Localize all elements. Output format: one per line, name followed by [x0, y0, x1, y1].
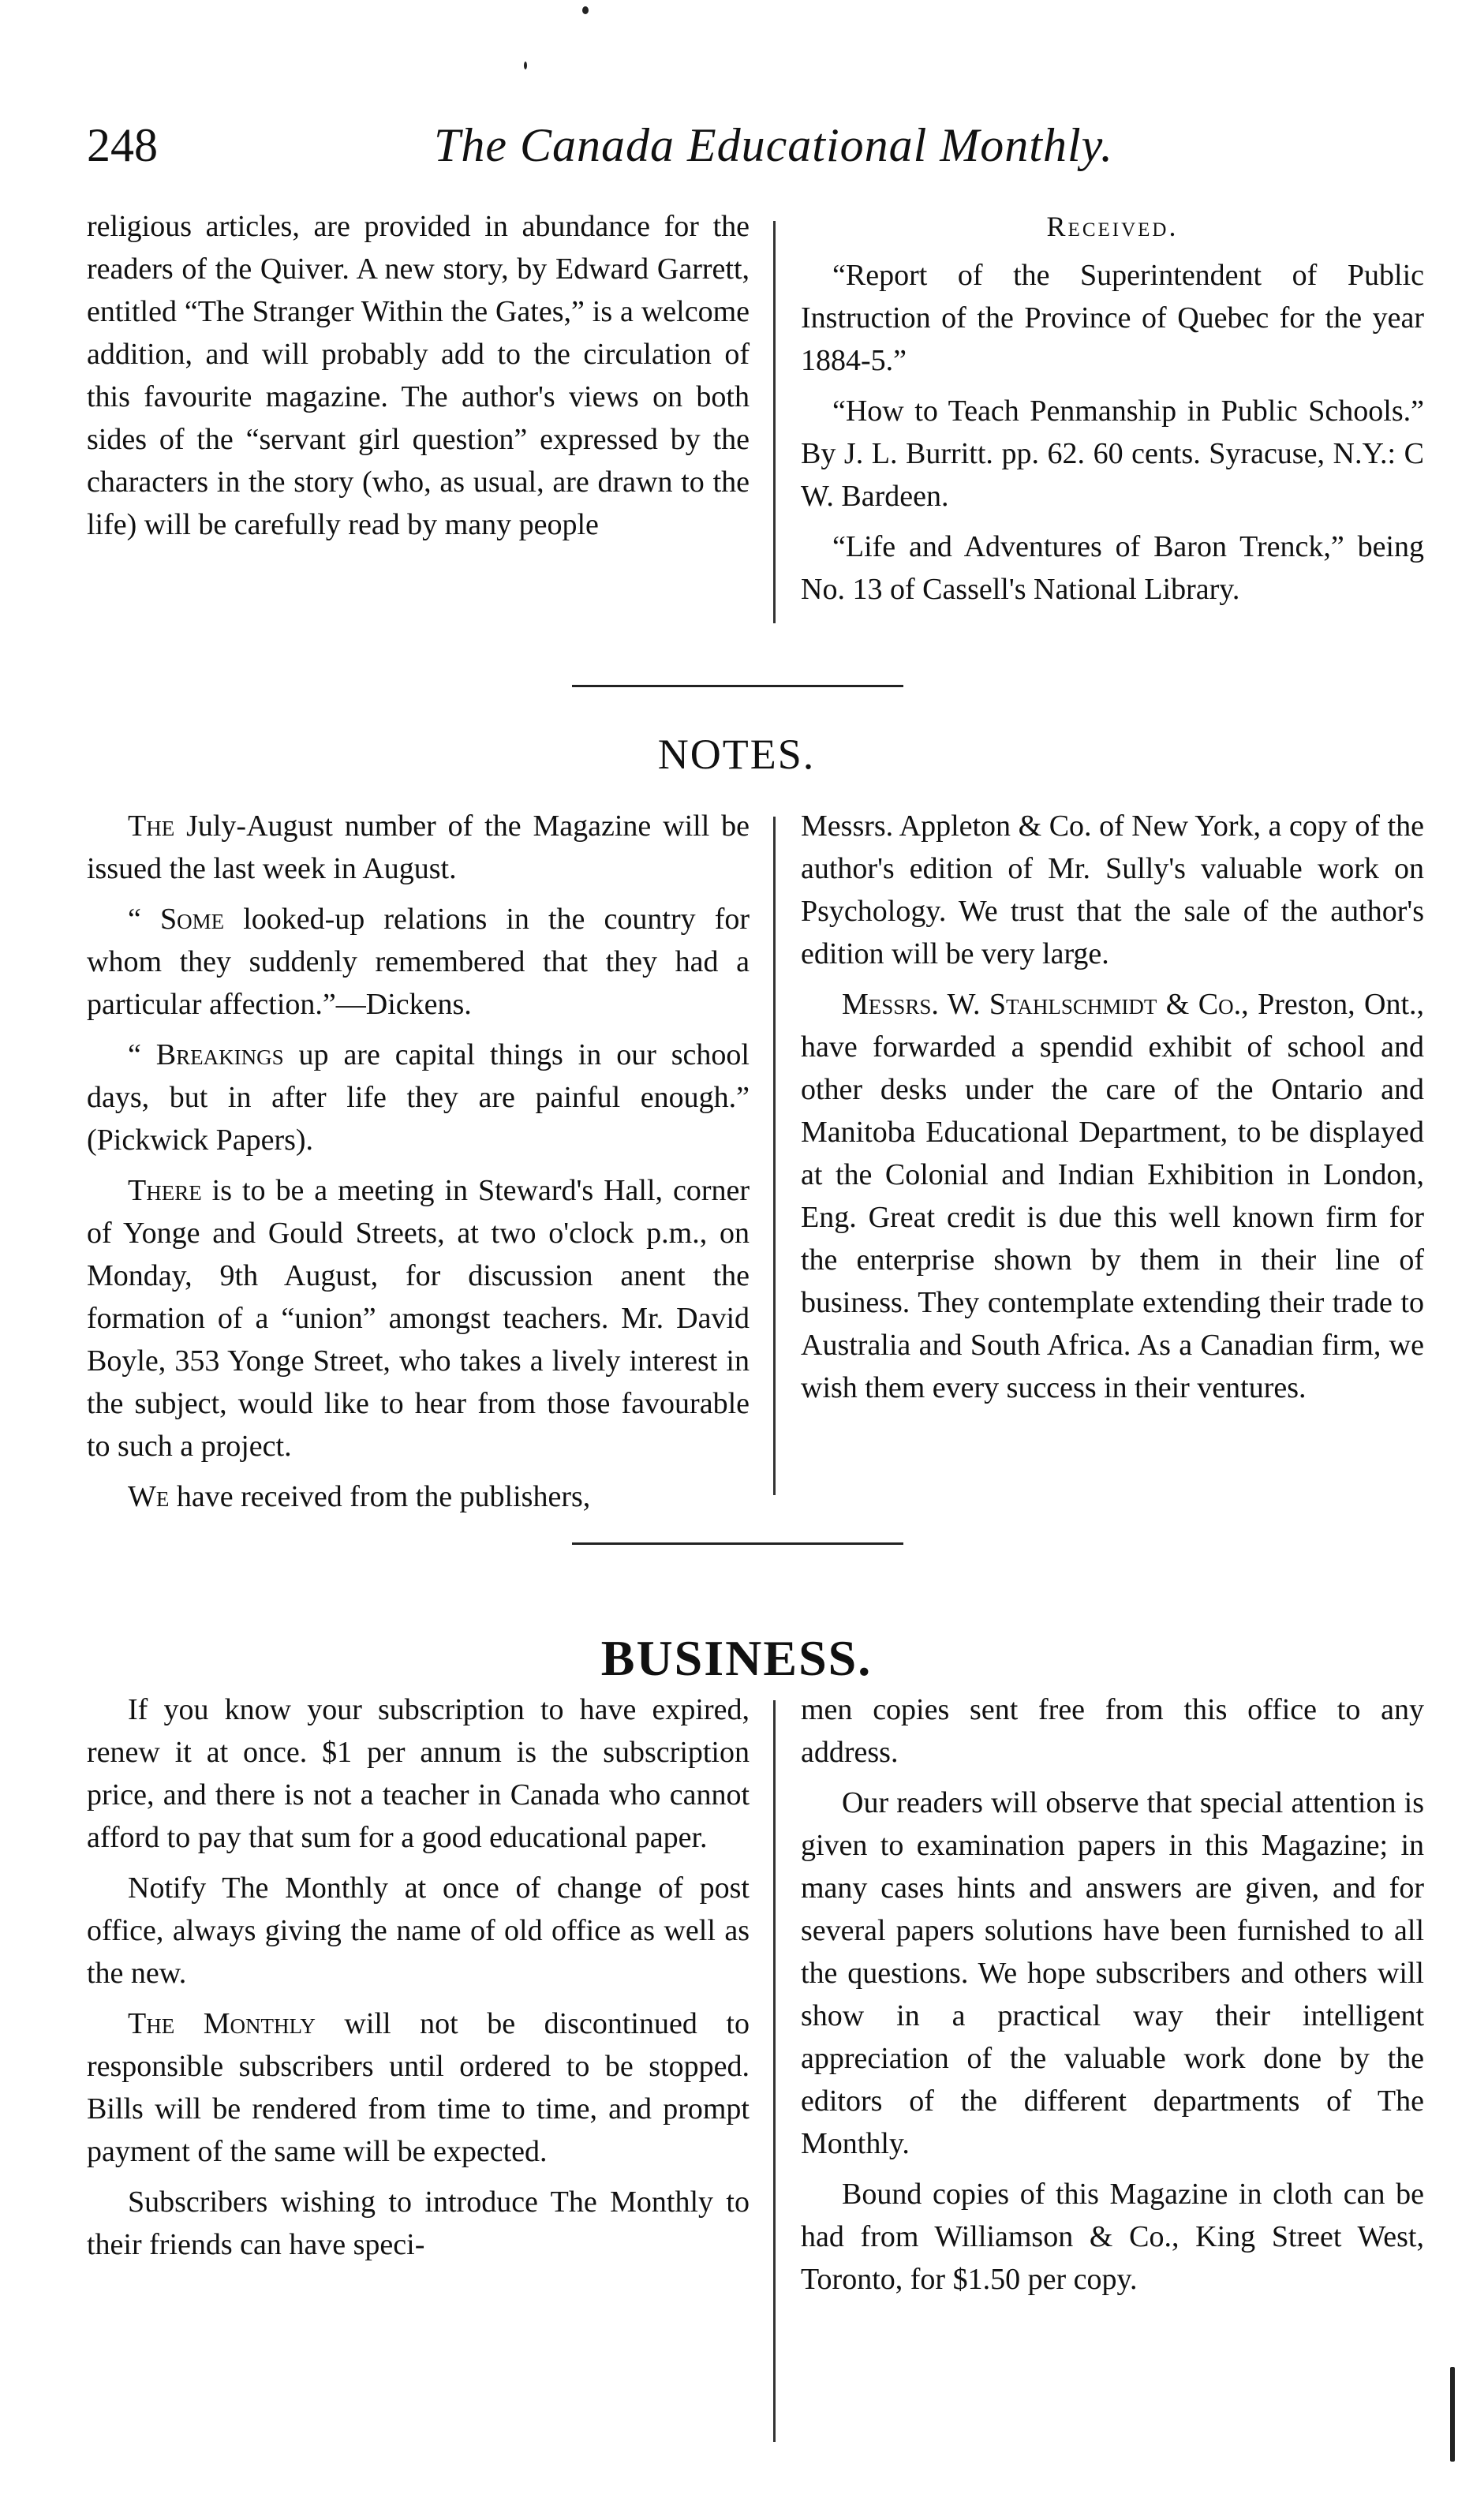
top-left-column — [87, 205, 750, 554]
note-lead: “ Some — [128, 903, 225, 936]
business-text: Bound copies of this Magazine in cloth can be had from Williamson & Co., King Street West, Toronto, for $1.50 per copy. — [801, 2178, 1424, 2296]
received-column — [801, 205, 1424, 619]
business-paragraph — [801, 2173, 1424, 2301]
note-text: Preston, Ont., have forwarded a spendid exhibit of school and other desks under the care of the Ontario and Manitoba Educational Department, to be displayed at the Colonial and Indian Exhibition in London, Eng. Great credit is due this well known firm for the enterprise shown by them in their line of business. They contemplate extending their trade to Australia and South Africa. As a Canadian firm, we wish them every success in their ventures. — [801, 988, 1425, 1404]
business-paragraph — [87, 1867, 750, 1995]
received-item: “How to Teach Penmanship in Public Schools.” By J. L. Burritt. pp. 62. 60 cents. Syracuse, N.Y.: C W. Bardeen. — [801, 394, 1424, 513]
received-item: “Report of the Superintendent of Public Instruction of the Province of Quebec for the year 1884-5.” — [801, 259, 1424, 377]
quiver-paragraph: religious articles, are provided in abundance for the readers of the Quiver. A new story, by Edward Garrett, entitled “The Stranger Within the Gates,” is a welcome addition, and will probably add to the circulation of this favourite magazine. The author's views on both sides of the “servant girl question” expressed by the characters in the story (who, as usual, are drawn to the life) will be carefully read by many people — [87, 210, 750, 541]
note-lead: “ Breakings — [128, 1038, 284, 1071]
column-divider — [773, 221, 776, 623]
business-paragraph — [87, 2181, 750, 2266]
business-text: Our readers will observe that special attention is given to examination papers in this Magazine; in many cases hints and answers are given, and for several papers solutions have been furnished to all the questions. We hope subscribers and others will show in a practical way their intelligent appreciation of the valuable work done by the editors of the different departments of The Monthly. — [801, 1786, 1424, 2160]
note-text: up are capital things in our school days, but in after life they are painful enough.” (Pickwick Papers). — [87, 1038, 750, 1157]
note-paragraph — [87, 1169, 750, 1468]
business-text: will not be discontinued to responsible subscribers until ordered to be stopped. Bills will be rendered from time to time, and prompt payment of the same will be expected. — [87, 2007, 750, 2168]
scan-speck — [524, 62, 527, 69]
note-lead: We — [128, 1480, 170, 1513]
note-text: have received from the publishers, — [169, 1480, 591, 1513]
note-lead: The — [128, 809, 175, 843]
note-paragraph — [87, 1034, 750, 1161]
business-text: Notify The Monthly at once of change of post office, always giving the name of old office as well as the new. — [87, 1871, 750, 1990]
business-paragraph — [87, 2002, 750, 2173]
note-paragraph — [87, 805, 750, 890]
scan-speck — [1450, 2367, 1455, 2462]
note-paragraph — [801, 805, 1424, 975]
note-text: July-August number of the Magazine will be issued the last week in August. — [87, 809, 750, 885]
business-paragraph — [801, 1688, 1424, 1774]
note-lead: There — [128, 1174, 202, 1207]
received-heading: Received. — [1046, 211, 1179, 242]
note-text: Messrs. Appleton & Co. of New York, a copy of the author's edition of Mr. Sully's valuable work on Psychology. We trust that the sale of the author's edition will be very large. — [801, 809, 1424, 970]
page-number: 248 — [87, 119, 158, 171]
notes-right-column — [801, 805, 1424, 1417]
business-paragraph — [801, 1782, 1424, 2165]
scan-speck — [582, 6, 589, 14]
business-paragraph — [87, 1688, 750, 1859]
column-divider — [773, 817, 776, 1495]
business-heading: BUSINESS. — [600, 1630, 873, 1686]
business-left-column — [87, 1688, 750, 2274]
notes-heading: NOTES. — [657, 731, 816, 778]
business-lead: The Monthly — [128, 2007, 316, 2040]
section-divider — [572, 685, 903, 687]
journal-title: The Canada Educational Monthly. — [434, 119, 1113, 171]
business-text: men copies sent free from this office to any address. — [801, 1693, 1424, 1769]
note-paragraph — [87, 1475, 750, 1518]
notes-left-column — [87, 805, 750, 1526]
note-text: looked-up relations in the country for whom they suddenly remembered that they had a particular affection.”—Dickens. — [87, 903, 750, 1021]
note-paragraph — [801, 983, 1424, 1409]
received-item: “Life and Adventures of Baron Trenck,” being No. 13 of Cassell's National Library. — [801, 530, 1424, 606]
business-text: If you know your subscription to have expired, renew it at once. $1 per annum is the subscription price, and there is not a teacher in Canada who cannot afford to pay that sum for a good educational paper. — [87, 1693, 750, 1854]
business-right-column — [801, 1688, 1424, 2309]
note-text: is to be a meeting in Steward's Hall, corner of Yonge and Gould Streets, at two o'clock p.m., on Monday, 9th August, for discussion anent the formation of a “union” amongst teachers. Mr. David Boyle, 353 Yonge Street, who takes a lively interest in the subject, would like to hear from those favourable to such a project. — [87, 1174, 750, 1463]
note-lead: Messrs. W. Stahlschmidt & Co., — [842, 988, 1249, 1021]
column-divider — [773, 1700, 776, 2442]
business-text: Subscribers wishing to introduce The Monthly to their friends can have speci- — [87, 2185, 750, 2261]
section-divider — [572, 1542, 903, 1545]
page-header — [87, 110, 1418, 181]
note-paragraph — [87, 898, 750, 1026]
